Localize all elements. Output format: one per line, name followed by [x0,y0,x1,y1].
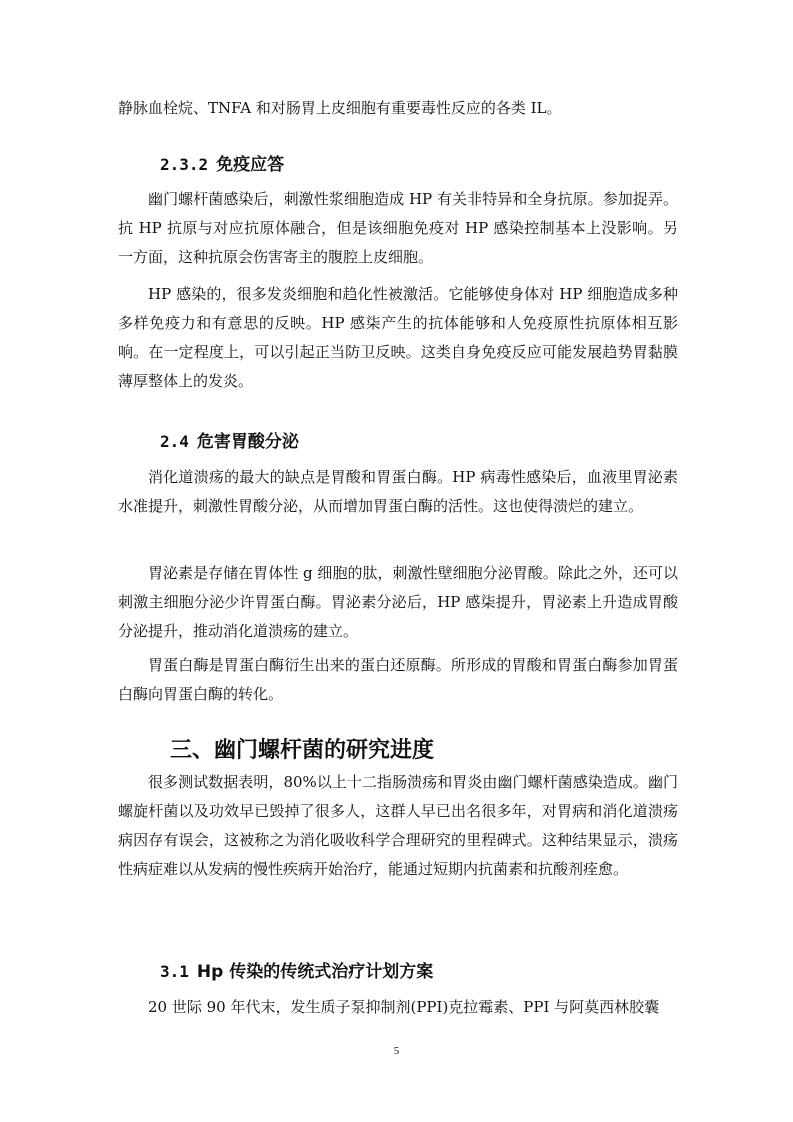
paragraph-continuation: 静脉血栓烷、TNFA 和对肠胃上皮细胞有重要毒性反应的各类 IL。 [118,99,562,117]
paragraph-immune-1: 幽门螺杆菌感染后，刺激性浆细胞造成 HP 有关非特异和全身抗原。参加捉弄。抗 HP 抗原与对应抗原体融合，但是该细胞免疫对 HP 感染控制基本上没影响。另一方面，这种抗原会伤害寄主的腹腔上皮细胞。 [118,190,678,266]
heading-title: 危害胃酸分泌 [196,432,299,452]
heading-number: 2.4 [160,432,189,451]
heading-number: 2.3.2 [160,155,209,174]
heading-title: Hp 传染的传统式治疗计划方案 [196,962,434,982]
paragraph-research: 很多测试数据表明，80%以上十二指肠溃疡和胃炎由幽门螺杆菌感染造成。幽门螺旋杆菌以及功效早已毁掉了很多人，这群人早已出名很多年，对胃病和消化道溃疡病因存有误会，这被称之为消化吸收科学合理研究的里程碑式。这种结果显示，溃疡性病症难以从发病的慢性疾病开始治疗，能通过短期内抗菌素和抗酸剂痊愈。 [118,773,678,878]
heading-title: 免疫应答 [216,155,285,175]
paragraph-acid-2: 胃泌素是存储在胃体性 g 细胞的肽，刺激性壁细胞分泌胃酸。除此之外，还可以刺激主细胞分泌少许胃蛋白酶。胃泌素分泌后，HP 感柒提升，胃泌素上升造成胃酸分泌提升，推动消化道溃疡的建立。 [118,564,678,640]
heading-number: 3.1 [160,962,189,981]
paragraph-immune-2: HP 感染的，很多发炎细胞和趋化性被激活。它能够使身体对 HP 细胞造成多种多样免疫力和有意思的反映。HP 感柒产生的抗体能够和人免疫原性抗原体相互影响。在一定程度上，可以引起正当防卫反映。这类自身免疫反应可能发展趋势胃黏膜薄厚整体上的发炎。 [118,285,678,390]
heading-3-1 [160,960,433,984]
heading-section-3: 三、幽门螺杆菌的研究进度 [170,738,435,763]
heading-2-3-2 [160,153,284,177]
heading-2-4 [160,430,299,454]
paragraph-acid-1: 消化道溃疡的最大的缺点是胃酸和胃蛋白酶。HP 病毒性感染后，血液里胃泌素水准提升，刺激性胃酸分泌，从而增加胃蛋白酶的活性。这也使得溃烂的建立。 [118,468,678,515]
page-number: 5 [393,1045,400,1057]
paragraph-acid-3: 胃蛋白酶是胃蛋白酶衍生出来的蛋白还原酶。所形成的胃酸和胃蛋白酶参加胃蛋白酶向胃蛋白酶的转化。 [118,656,678,703]
paragraph-treatment: 20 世际 90 年代末，发生质子泵抑制剂(PPI)克拉霉素、PPI 与阿莫西林胶囊 [148,998,660,1016]
